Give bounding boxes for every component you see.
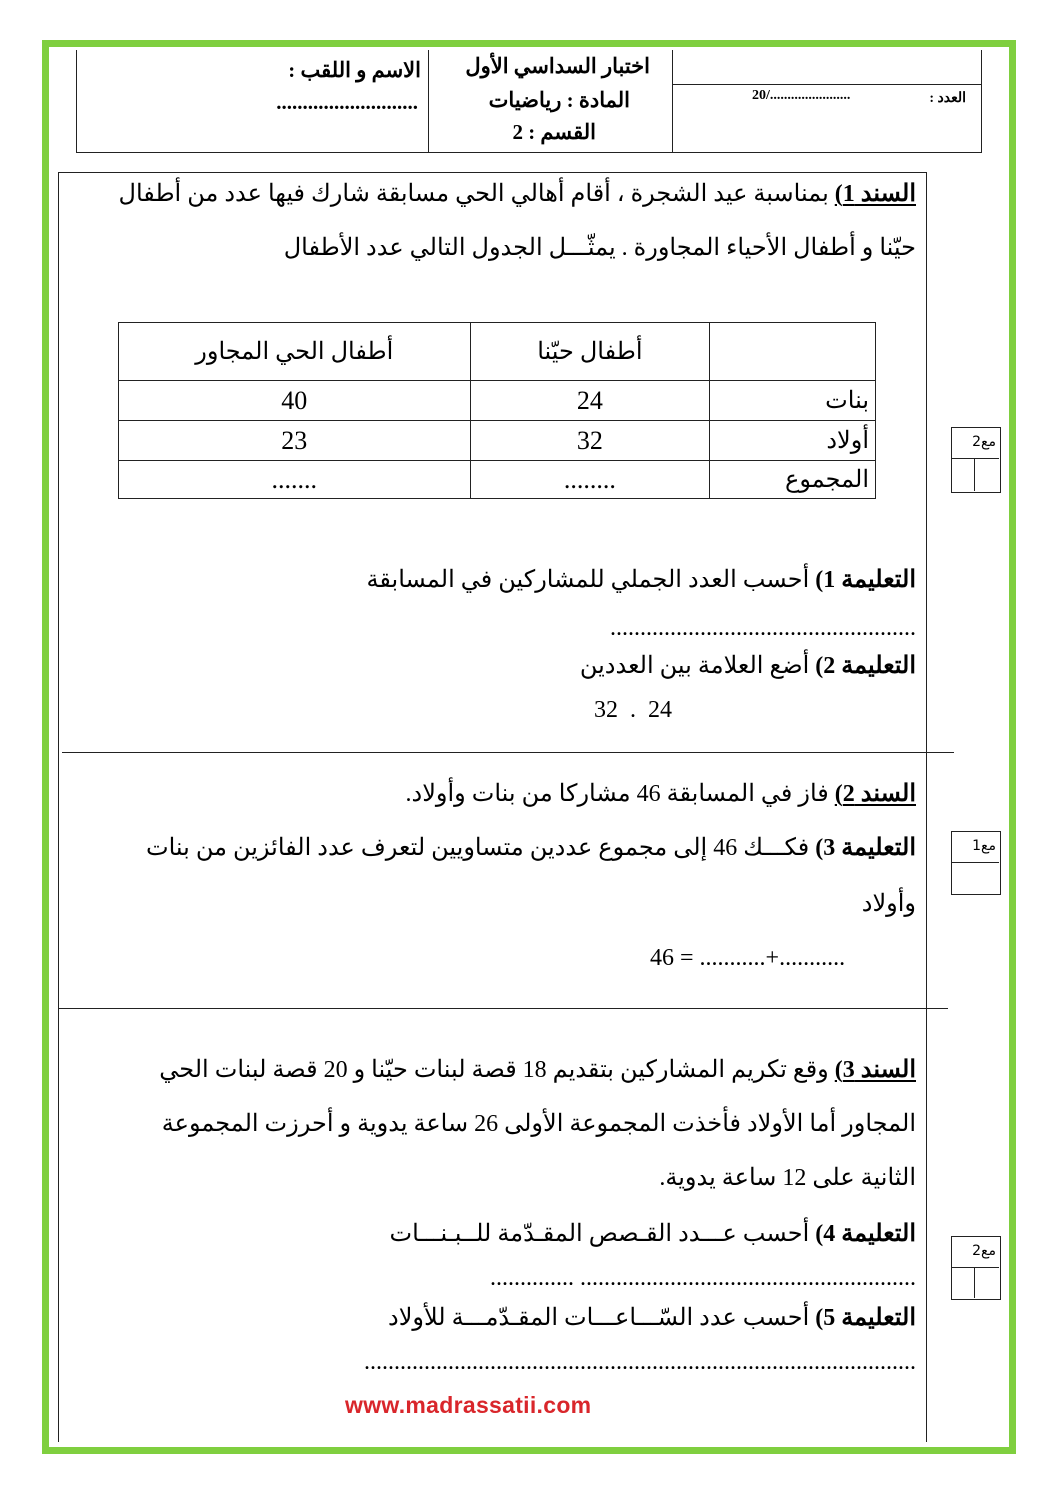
- q2-numbers[interactable]: 32 . 24: [594, 697, 672, 723]
- score-field[interactable]: 20/.......................: [752, 88, 851, 103]
- website-logo[interactable]: www.madrassatii.com: [345, 1392, 592, 1418]
- subject: المادة : رياضيات: [488, 88, 630, 112]
- section1-title: السند 1): [834, 181, 916, 207]
- girls-neighbor: 40: [119, 381, 471, 421]
- q5-title: التعليمة 5): [815, 1305, 916, 1331]
- name-label: الاسم و اللقب :: [288, 58, 421, 82]
- section1-line1: السند 1) بمناسبة عيد الشجرة ، أقام أهالي الحي مسابقة شارك فيها عدد من أطفال: [118, 181, 916, 207]
- mark-label-3: مع2: [972, 1243, 996, 1259]
- mark-label-1: مع2: [972, 434, 996, 450]
- q2-title: التعليمة 2): [815, 653, 916, 679]
- section3-line3: الثانية على 12 ساعة يدوية.: [659, 1165, 916, 1191]
- score-label: العدد :: [929, 91, 966, 106]
- children-table: [118, 322, 876, 499]
- table-row: [119, 461, 876, 499]
- table-header-ours: أطفال حيّنا: [470, 323, 710, 381]
- q5-answer-line[interactable]: ............................................................................................: [364, 1349, 916, 1375]
- girls-ours: 24: [470, 381, 710, 421]
- girls-label: بنات: [710, 381, 876, 421]
- table-header-empty: [710, 323, 876, 381]
- exam-title: اختبار السداسي الأول: [465, 54, 650, 78]
- question-3: التعليمة 3) فكـــك 46 إلى مجموع عددين متساويين لتعرف عدد الفائزين من بنات: [146, 835, 916, 861]
- q3-title: التعليمة 3): [815, 835, 916, 861]
- boys-ours: 32: [470, 421, 710, 461]
- section1-line2: حيّنا و أطفال الأحياء المجاورة . يمثّـــل الجدول التالي عدد الأطفال: [283, 235, 916, 261]
- question-5: التعليمة 5) أحسب عدد السّـــاعـــات المقـدّمـــة للأولاد: [388, 1305, 916, 1331]
- section2-line1: السند 2) فاز في المسابقة 46 مشاركا من بنات وأولاد.: [405, 781, 916, 807]
- q3-line2: وأولاد: [861, 891, 916, 917]
- q1-answer-line[interactable]: ...................................................: [610, 615, 916, 641]
- table-row: [119, 421, 876, 461]
- total-neighbor[interactable]: .......: [119, 461, 471, 499]
- question-4: التعليمة 4) أحسب عـــدد القـصص المقـدّمة للــبـنـــات: [389, 1221, 916, 1247]
- section3-line1: السند 3) وقع تكريم المشاركين بتقديم 18 قصة لبنات حيّنا و 20 قصة لبنات الحي: [159, 1057, 916, 1083]
- mark-label-2: مع1: [972, 838, 996, 854]
- boys-label: أولاد: [710, 421, 876, 461]
- boys-neighbor: 23: [119, 421, 471, 461]
- total-ours[interactable]: ........: [470, 461, 710, 499]
- grade: القسم : 2: [512, 120, 596, 144]
- q1-title: التعليمة 1): [815, 567, 916, 593]
- section3-line2: المجاور أما الأولاد فأخذت المجموعة الأولى 26 ساعة يدوية و أحرزت المجموعة: [161, 1111, 916, 1137]
- question-2: التعليمة 2) أضع العلامة بين العددين: [579, 653, 916, 679]
- section2-title: السند 2): [834, 781, 916, 807]
- question-1: التعليمة 1) أحسب العدد الجملي للمشاركين في المسابقة: [366, 567, 916, 593]
- name-field[interactable]: ...........................: [276, 90, 418, 114]
- section3-title: السند 3): [834, 1057, 916, 1083]
- table-row: [119, 381, 876, 421]
- total-label: المجموع: [710, 461, 876, 499]
- q3-equation[interactable]: 46 = ...........+...........: [650, 945, 846, 971]
- table-header-neighbor: أطفال الحي المجاور: [119, 323, 471, 381]
- q4-answer-line[interactable]: ........................................................ ..............: [490, 1265, 916, 1291]
- q4-title: التعليمة 4): [815, 1221, 916, 1247]
